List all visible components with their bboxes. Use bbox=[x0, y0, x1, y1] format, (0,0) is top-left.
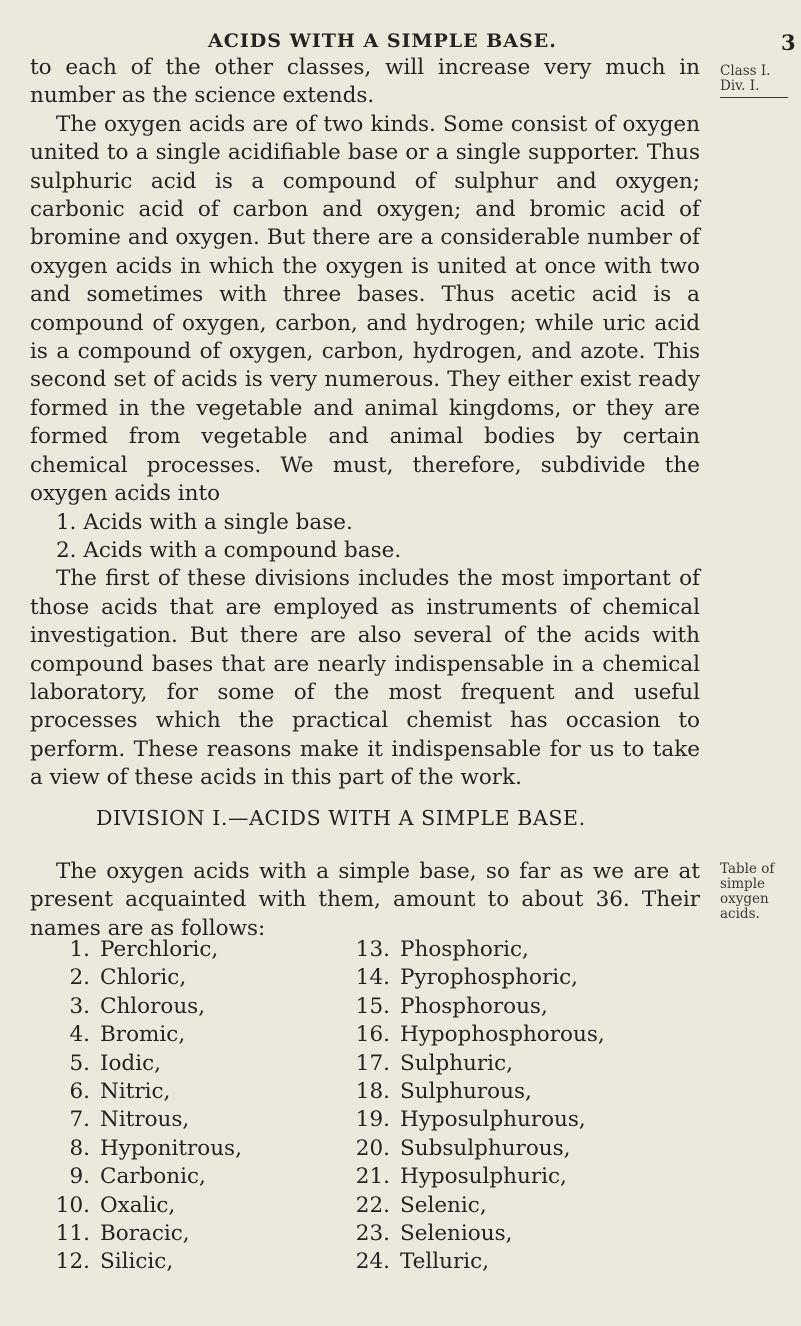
acid-name: Sulphuric, bbox=[400, 1050, 513, 1076]
acid-name: Nitric, bbox=[100, 1078, 171, 1104]
division-intro-block bbox=[30, 858, 700, 943]
acid-number: 3. bbox=[69, 993, 90, 1019]
acid-name: Subsulphurous, bbox=[400, 1135, 571, 1161]
acid-name: Nitrous, bbox=[100, 1107, 190, 1133]
acid-number: 17. bbox=[355, 1050, 390, 1076]
acid-name: Chlorous, bbox=[100, 993, 206, 1019]
acid-number: 15. bbox=[355, 993, 390, 1019]
list-item bbox=[30, 1248, 690, 1276]
margin-note-class-text: Class I. bbox=[720, 63, 771, 79]
list-item bbox=[30, 1163, 690, 1191]
acid-name: Selenious, bbox=[400, 1220, 513, 1246]
list-item bbox=[30, 964, 690, 992]
list-item bbox=[30, 1021, 690, 1049]
acid-number: 1. bbox=[69, 937, 90, 962]
subdivision-single-base: 1. Acids with a single base. bbox=[56, 509, 353, 535]
margin-note-table: Table of simple oxygen acids. bbox=[720, 861, 775, 922]
acid-number: 16. bbox=[355, 1022, 390, 1048]
acid-list bbox=[30, 936, 690, 1277]
list-item bbox=[30, 1078, 690, 1106]
acid-number: 2. bbox=[69, 965, 90, 991]
acid-number: 21. bbox=[355, 1164, 390, 1190]
acid-number: 20. bbox=[355, 1135, 390, 1161]
acid-number: 18. bbox=[355, 1078, 390, 1104]
acid-name: Perchloric, bbox=[100, 937, 219, 962]
acid-number: 12. bbox=[55, 1249, 90, 1275]
acid-name: Phosphoric, bbox=[400, 937, 529, 962]
acid-name: Hypophosphorous, bbox=[400, 1022, 605, 1048]
acid-name: Chloric, bbox=[100, 965, 187, 991]
acid-name: Hyposulphuric, bbox=[400, 1164, 567, 1190]
acid-number: 6. bbox=[69, 1078, 90, 1104]
acid-number: 10. bbox=[55, 1192, 90, 1218]
paragraph-first-division: The first of these divisions includes the most important of those acids that are employed as instruments of chemical investigation. But there are also several of the acids with compound bases that are nearly indispensable in a chemical laboratory, for some of the most frequent and useful processes which the practical chemist has occasion to perform. These reasons make it indispensable for us to take a view of these acids in this part of the work. bbox=[30, 566, 700, 791]
division-heading: DIVISION I.—ACIDS WITH A SIMPLE BASE. bbox=[96, 806, 586, 830]
acid-name: Sulphurous, bbox=[400, 1078, 532, 1104]
acid-number: 14. bbox=[355, 965, 390, 991]
margin-rule bbox=[720, 97, 788, 98]
running-title: ACIDS WITH A SIMPLE BASE. bbox=[208, 30, 557, 52]
acid-name: Pyrophosphoric, bbox=[400, 965, 579, 991]
acid-name: Iodic, bbox=[100, 1050, 161, 1076]
acid-number: 7. bbox=[69, 1107, 90, 1133]
subdivision-compound-base: 2. Acids with a compound base. bbox=[56, 537, 402, 563]
acid-name: Telluric, bbox=[400, 1249, 490, 1275]
acid-name: Hyponitrous, bbox=[100, 1135, 242, 1161]
acid-number: 8. bbox=[69, 1135, 90, 1161]
main-text bbox=[30, 54, 700, 793]
acid-number: 13. bbox=[355, 937, 390, 962]
acid-name: Selenic, bbox=[400, 1192, 487, 1218]
acid-name: Phosphorous, bbox=[400, 993, 548, 1019]
acid-number: 23. bbox=[355, 1220, 390, 1246]
acid-number: 11. bbox=[55, 1220, 90, 1246]
margin-note-class bbox=[720, 64, 800, 98]
acid-number: 22. bbox=[355, 1192, 390, 1218]
list-item bbox=[30, 1050, 690, 1078]
list-item bbox=[30, 993, 690, 1021]
page-number: 3 bbox=[781, 30, 796, 55]
paragraph-continuation: to each of the other classes, will increase very much in number as the science extends. bbox=[30, 55, 700, 109]
acid-name: Oxalic, bbox=[100, 1192, 176, 1218]
acid-number: 19. bbox=[355, 1107, 390, 1133]
list-item bbox=[30, 1106, 690, 1134]
acid-name: Boracic, bbox=[100, 1220, 190, 1246]
list-item bbox=[30, 1220, 690, 1248]
list-item bbox=[30, 1135, 690, 1163]
acid-name: Bromic, bbox=[100, 1022, 186, 1048]
acid-name: Hyposulphurous, bbox=[400, 1107, 586, 1133]
division-intro: The oxygen acids with a simple base, so far as we are at present acquainted with them, amount to about 36. Their names are as follows: bbox=[30, 859, 700, 941]
list-item bbox=[30, 936, 690, 964]
list-item bbox=[30, 1192, 690, 1220]
acid-number: 9. bbox=[69, 1164, 90, 1190]
acid-name: Carbonic, bbox=[100, 1164, 206, 1190]
acid-number: 24. bbox=[355, 1249, 390, 1275]
paragraph-oxygen-acids: The oxygen acids are of two kinds. Some consist of oxygen united to a single acidifiable base or a single supporter. Thus sulphuric acid is a compound of sulphur and oxygen; carbonic acid of carbon and oxygen; and bromic acid of bromine and oxygen. But there are a considerable number of oxygen acids in which the oxygen is united at once with two and sometimes with three bases. Thus acetic acid is a compound of oxygen, carbon, and hydrogen; while uric acid is a compound of oxygen, carbon, hydrogen, and azote. This second set of acids is very numerous. They either exist ready formed in the vegetable and animal kingdoms, or they are formed from vegetable and animal bodies by certain chemical processes. We must, therefore, subdivide the oxygen acids into bbox=[30, 111, 700, 507]
acid-number: 4. bbox=[69, 1022, 90, 1048]
acid-number: 5. bbox=[69, 1050, 90, 1076]
acid-name: Silicic, bbox=[100, 1249, 174, 1275]
margin-note-division-text: Div. I. bbox=[720, 78, 760, 94]
